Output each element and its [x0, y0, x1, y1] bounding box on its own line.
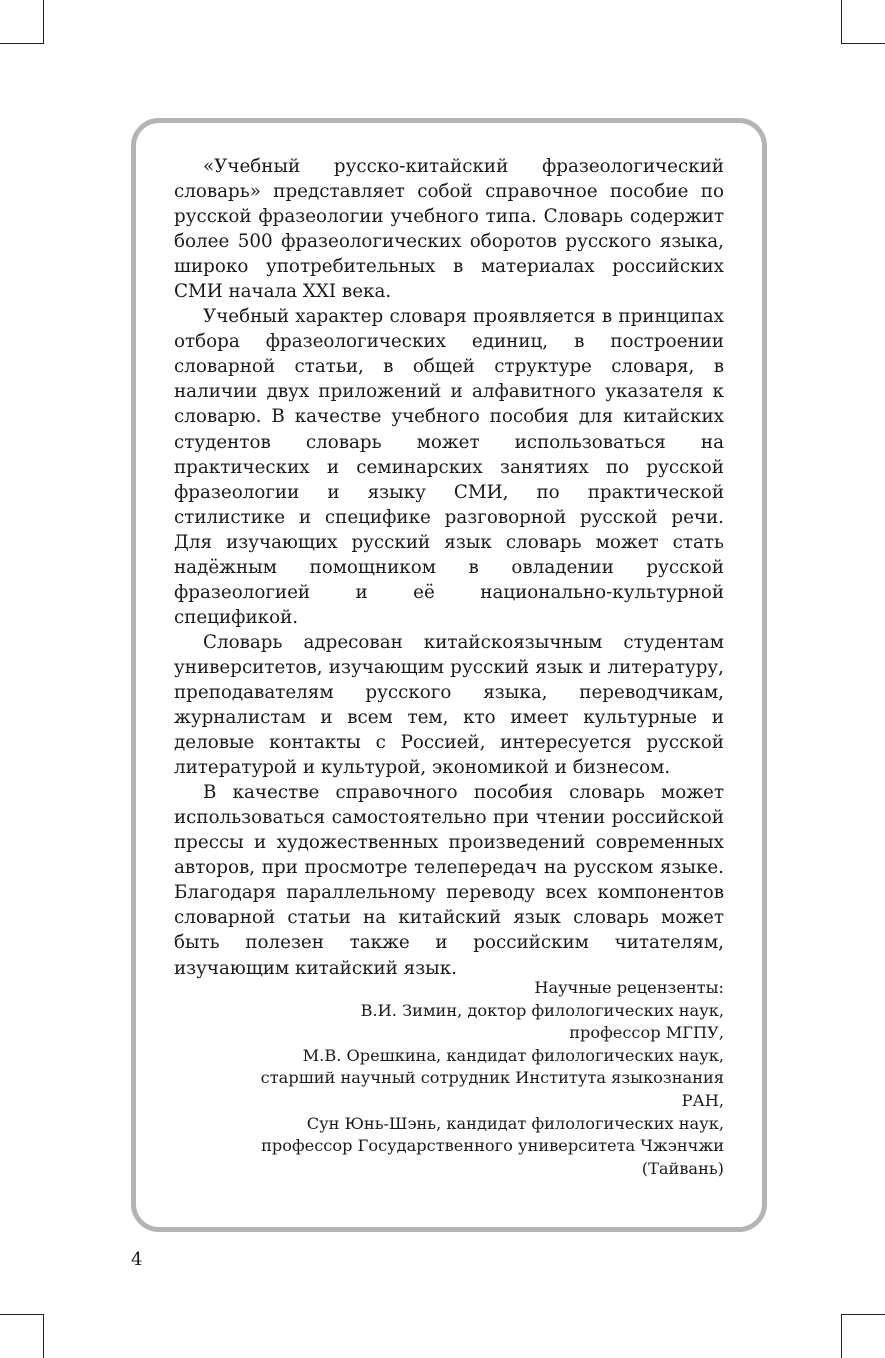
reviewer-line: М.В. Орешкина, кандидат филологических наук,	[302, 1045, 724, 1065]
reviewers-block	[174, 977, 724, 1180]
paragraph: «Учебный русско-китайский фразеологический словарь» представляет собой справочное пособие по русской фразеологии учебного типа. Словарь содержит более 500 фразеологических оборотов русского языка, широко употребительных в материалах российских СМИ начала XXI века.	[174, 156, 724, 303]
paragraph: Учебный характер словаря проявляется в принципах отбора фразеологических единиц, в построении словарной статьи, в общей структуре словаря, в наличии двух приложений и алфавитного указателя к словарю. В качестве учебного пособия для китайских студентов словарь может использоваться на практических и семинарских занятиях по русской фразеологии и языку СМИ, по практической стилистике и специфике разговорной русской речи. Для изучающих русский язык словарь может стать надёжным помощником в овладении русской фразеологией и её национально-культурной спецификой.	[174, 306, 724, 628]
crop-mark-bottom-right-vertical	[841, 1314, 842, 1358]
reviewer-line: профессор Государственного университета Чжэнчжи	[261, 1136, 724, 1156]
reviewer-line: РАН,	[681, 1090, 724, 1110]
paragraph: Словарь адресован китайскоязычным студентам университетов, изучающим русский язык и литературу, преподавателям русского языка, переводчикам, журналистам и всем тем, кто имеет культурные и деловые контакты с Россией, интересуется русской литературой и культурой, экономикой и бизнесом.	[174, 631, 724, 779]
reviewer-line: В.И. Зимин, доктор филологических наук,	[360, 1000, 724, 1020]
crop-mark-top-right-horizontal	[841, 43, 885, 44]
paragraph: В качестве справочного пособия словарь может использоваться самостоятельно при чтении российской прессы и художественных произведений современных авторов, при просмотре телепередач на русском языке. Благодаря параллельному переводу всех компонентов словарной статьи на китайский язык словарь может быть полезен также и российским читателям, изучающим китайский язык.	[174, 782, 724, 979]
annotation-text	[174, 154, 724, 981]
reviewers-heading: Научные рецензенты:	[534, 978, 724, 997]
crop-mark-top-left-vertical	[43, 0, 44, 44]
reviewer-line: профессор МГПУ,	[569, 1023, 724, 1043]
reviewer-line: (Тайвань)	[641, 1158, 724, 1178]
crop-mark-top-right-vertical	[841, 0, 842, 44]
page-number: 4	[131, 1249, 143, 1270]
crop-mark-top-left-horizontal	[0, 43, 44, 44]
crop-mark-bottom-left-horizontal	[0, 1314, 44, 1315]
reviewer-line: Сун Юнь-Шэнь, кандидат филологических наук,	[306, 1113, 724, 1133]
crop-mark-bottom-left-vertical	[43, 1314, 44, 1358]
crop-mark-bottom-right-horizontal	[841, 1314, 885, 1315]
reviewer-line: старший научный сотрудник Института языкознания	[260, 1068, 724, 1088]
